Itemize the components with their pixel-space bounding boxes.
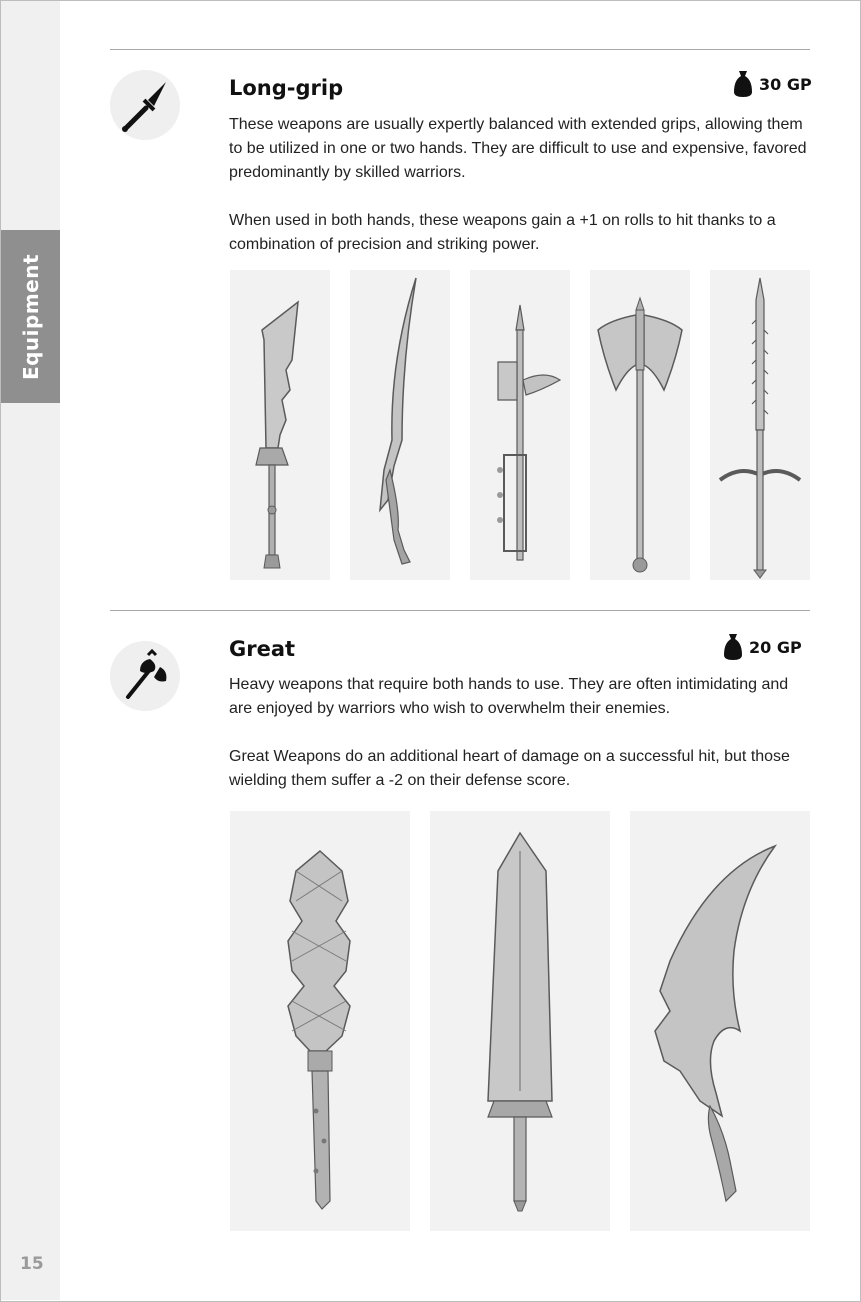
section-description xyxy=(229,673,814,817)
chapter-tab-label: Equipment xyxy=(18,253,43,380)
battle-axe-icon xyxy=(110,641,180,711)
illustration-serrated-glaive xyxy=(230,270,330,580)
paragraph: These weapons are usually expertly balanced with extended grips, allowing them to be utilized in one or two hands. They are difficult to use and expensive, favored predominantly by skilled warriors. xyxy=(229,116,807,181)
dagger-icon xyxy=(110,70,180,140)
section-divider xyxy=(110,49,810,50)
price-tag xyxy=(723,633,802,661)
illustration-great-sword xyxy=(430,811,610,1231)
page-number: 15 xyxy=(20,1254,44,1274)
illustration-double-axe xyxy=(590,270,690,580)
coin-bag-icon xyxy=(723,633,743,661)
coin-bag-icon xyxy=(733,70,753,98)
section-divider xyxy=(110,610,810,611)
left-margin-strip xyxy=(1,1,60,1300)
chapter-tab[interactable] xyxy=(1,230,60,403)
paragraph: Heavy weapons that require both hands to use. They are often intimidating and are enjoyed by warriors who wish to overwhelm their enemies. xyxy=(229,676,789,717)
price-value: 30 GP xyxy=(759,74,812,94)
section-description xyxy=(229,113,814,281)
section-title: Long-grip xyxy=(229,76,344,100)
illustration-curved-great-blade xyxy=(630,811,810,1231)
paragraph: Great Weapons do an additional heart of damage on a successful hit, but those wielding them suffer a -2 on their defense score. xyxy=(229,748,790,789)
illustration-spiked-spear xyxy=(710,270,810,580)
price-tag xyxy=(733,70,812,98)
paragraph: When used in both hands, these weapons gain a +1 on rolls to hit thanks to a combination of precision and striking power. xyxy=(229,212,776,253)
illustration-curved-blade-staff xyxy=(350,270,450,580)
price-value: 20 GP xyxy=(749,637,802,657)
section-title: Great xyxy=(229,637,296,661)
illustration-spiked-club xyxy=(230,811,410,1231)
illustration-halberd xyxy=(470,270,570,580)
